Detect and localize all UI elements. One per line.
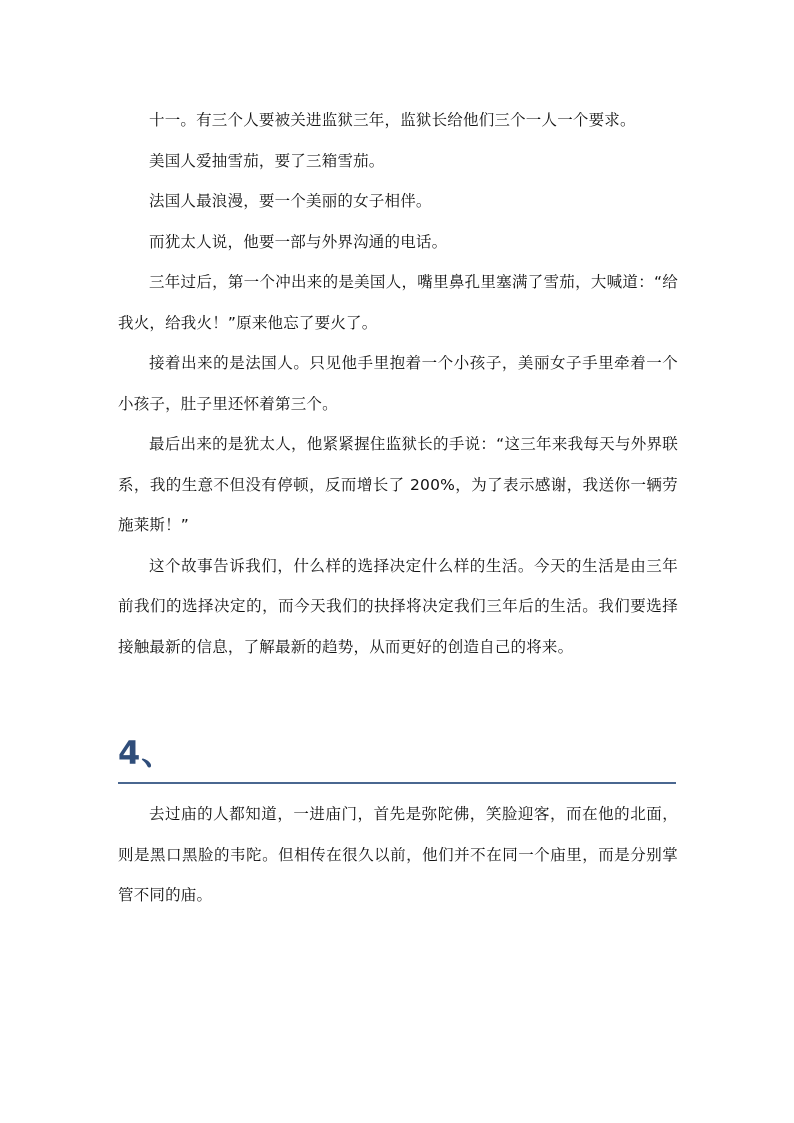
paragraph-french: 法国人最浪漫，要一个美丽的女子相伴。 [149, 192, 432, 210]
paragraph-american-exit: 三年过后，第一个冲出来的是美国人，嘴里鼻孔里塞满了雪茄，大喊道：“给我火，给我火！”原来他忘了要火了。 [118, 273, 678, 332]
heading-divider [118, 782, 676, 784]
story-section [118, 100, 678, 667]
paragraph-moral: 这个故事告诉我们，什么样的选择决定什么样的生活。今天的生活是由三年前我们的选择决定的，而今天我们的抉择将决定我们三年后的生活。我们要选择接触最新的信息，了解最新的趋势，从而更好的创造自己的将来。 [118, 556, 678, 656]
paragraph-american: 美国人爱抽雪茄，要了三箱雪茄。 [149, 151, 385, 170]
section-heading: 4、 [118, 734, 175, 772]
paragraph-intro: 十一。有三个人要被关进监狱三年，监狱长给他们三个一人一个要求。 [149, 111, 636, 129]
paragraph-jewish: 而犹太人说，他要一部与外界沟通的电话。 [149, 232, 448, 251]
paragraph-temple: 去过庙的人都知道，一进庙门，首先是弥陀佛，笑脸迎客，而在他的北面，则是黑口黑脸的韦陀。但相传在很久以前，他们并不在同一个庙里，而是分别掌管不同的庙。 [118, 805, 678, 904]
paragraph-jewish-exit: 最后出来的是犹太人，他紧紧握住监狱长的手说：“这三年来我每天与外界联系，我的生意不但没有停顿，反而增长了 200%，为了表示感谢，我送你一辆劳施莱斯！” [118, 435, 678, 534]
paragraph-french-exit: 接着出来的是法国人。只见他手里抱着一个小孩子，美丽女子手里牵着一个小孩子，肚子里还怀着第三个。 [118, 354, 678, 413]
temple-section [118, 794, 678, 916]
